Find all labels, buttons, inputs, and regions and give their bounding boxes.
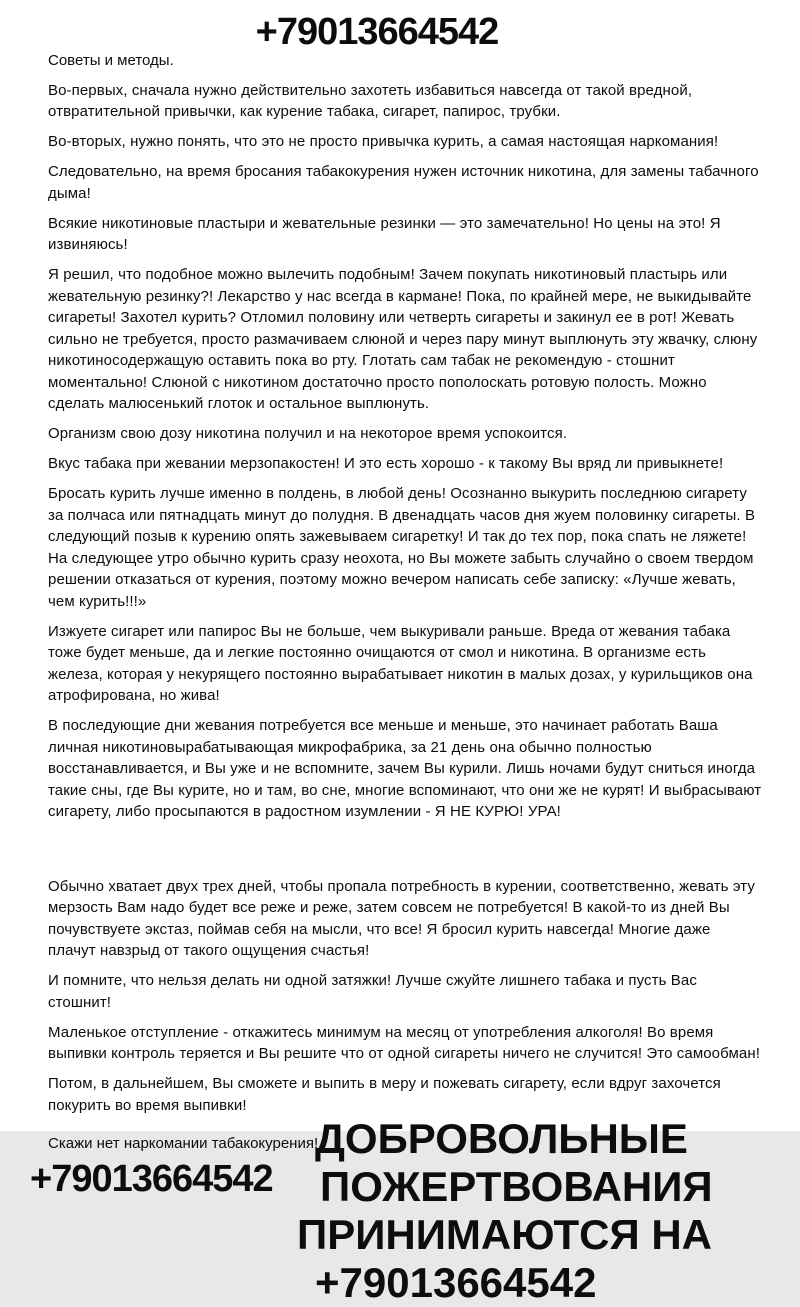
top-phone-number: +79013664542 bbox=[255, 11, 499, 53]
donation-phone-number: +79013664542 bbox=[315, 1258, 597, 1306]
paragraph: Изжуете сигарет или папирос Вы не больше, чем выкуривали раньше. Вреда от жевания табака тоже будет меньше, да и легкие постоянно очищаются от смол и никотина. В организме есть железа, которая у некурящего постоянно вырабатывает никотин в малых дозах, у курильщиков она атрофирована, но жива! bbox=[48, 622, 753, 704]
paragraph: Всякие никотиновые пластыри и жевательные резинки — это замечательно! Но цены на это! Я извиняюсь! bbox=[48, 214, 721, 253]
paragraph: Следовательно, на время бросания табакокурения нужен источник никотина, для замены табачного дыма! bbox=[48, 163, 759, 202]
paragraph: Обычно хватает двух трех дней, чтобы пропала потребность в курении, соответственно, жевать эту мерзость Вам надо будет все реже и реже, затем совсем не потребуется! В какой-то из дней Вы почувствуете экстаз, поймав себя на мысли, что все! Я бросил курить навсегда! Многие даже плачут навзрыд от такого ощущения счастья! bbox=[48, 877, 756, 959]
footer-left-column bbox=[30, 1121, 319, 1202]
donation-block bbox=[297, 1114, 762, 1307]
paragraph: В последующие дни жевания потребуется все меньше и меньше, это начинает работать Ваша личная никотиновырабатывающая микрофабрика, за 21 день она обычно полностью восстанавливается, и Вы уже и не вспомните, зачем Вы курили. Лишь ночами будут сниться иногда такие сны, где Вы курите, но и там, во сне, многие вспоминают, что они же не курят! И выбрасывают сигарету, либо просыпаются в радостном изумлении - Я НЕ КУРЮ! УРА! bbox=[48, 717, 762, 820]
donation-line: ПОЖЕРТВОВАНИЯ bbox=[320, 1162, 713, 1210]
donation-line: ДОБРОВОЛЬНЫЕ bbox=[315, 1114, 688, 1162]
article-body bbox=[48, 80, 762, 1117]
paragraph: Я решил, что подобное можно вылечить подобным! Зачем покупать никотиновый пластырь или жевательную резинку?! Лекарство у нас всегда в кармане! Пока, по крайней мере, не выкидывайте сигареты! Захотел курить? Отломил половину или четверть сигареты и закинул ее в рот! Жевать сильно не требуется, просто размачиваем слюной и через пару минут выплюнуть эту жвачку, слюну никотиносодержащую оставить пока во рту. Глотать сам табак не рекомендую - стошнит моментально! Слюной с никотином достаточно просто пополоскать ротовую полость. Можно сделать малюсенький глоток и остальное выплюнуть. bbox=[48, 266, 758, 412]
paragraph: Вкус табака при жевании мерзопакостен! И это есть хорошо - к такому Вы вряд ли привыкнете! bbox=[48, 455, 724, 472]
bottom-phone-number: +79013664542 bbox=[30, 1158, 273, 1200]
paragraph: Во-первых, сначала нужно действительно захотеть избавиться навсегда от такой вредной, отвратительной привычки, как курение табака, сигарет, папирос, трубки. bbox=[48, 81, 693, 120]
paragraph: Организм свою дозу никотина получил и на некоторое время успокоится. bbox=[48, 425, 568, 442]
paragraph: Маленькое отступление - откажитесь минимум на месяц от употребления алкоголя! Во время выпивки контроль теряется и Вы решите что от одной сигареты ничего не случится! Это самообман! bbox=[48, 1023, 760, 1062]
footer bbox=[30, 1114, 762, 1307]
donation-line: ПРИНИМАЮТСЯ НА bbox=[297, 1210, 712, 1258]
paragraph: Во-вторых, нужно понять, что это не просто привычка курить, а самая настоящая наркомания! bbox=[48, 133, 719, 150]
paragraph: Потом, в дальнейшем, Вы сможете и выпить в меру и пожевать сигарету, если вдруг захочется покурить во время выпивки! bbox=[48, 1075, 721, 1114]
slogan-text: Скажи нет наркомании табакокурения! bbox=[48, 1134, 319, 1152]
paragraph: Бросать курить лучше именно в полдень, в любой день! Осознанно выкурить последнюю сигарету за полчаса или пятнадцать минут до полудня. В двенадцать часов дня жуем половинку сигареты. В следующий позыв к курению опять зажевываем сигаретку! И так до тех пор, пока спать не ляжете! На следующее утро обычно курить сразу неохота, но Вы можете забыть случайно о своем твердом решении отказаться от курения, поэтому можно вечером написать себе записку: «Лучше жевать, чем курить!!!» bbox=[48, 485, 756, 610]
page-title: Советы и методы. bbox=[48, 52, 174, 69]
paragraph: И помните, что нельзя делать ни одной затяжки! Лучше сжуйте лишнего табака и пусть Вас стошнит! bbox=[48, 972, 697, 1011]
